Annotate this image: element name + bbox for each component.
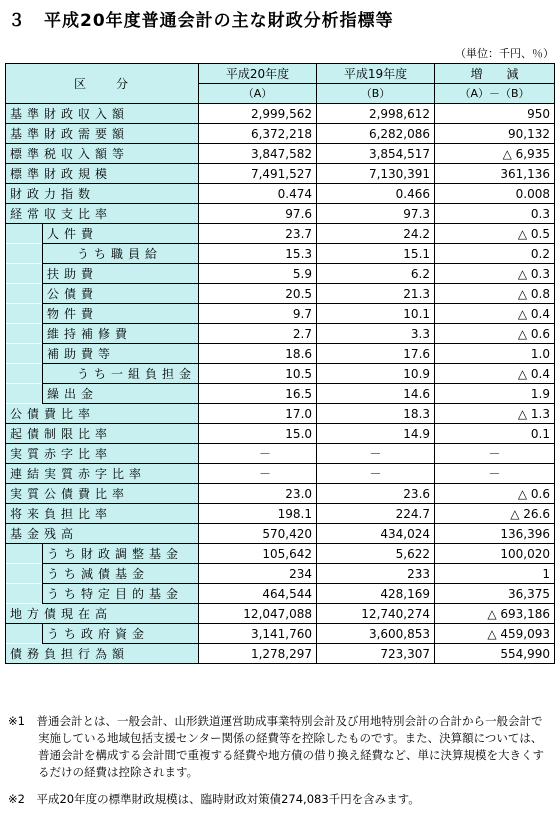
value-fy19: 434,024: [317, 524, 435, 544]
value-fy20: 198.1: [199, 504, 317, 524]
value-fy19: 97.3: [317, 204, 435, 224]
value-fy20: 10.5: [199, 364, 317, 384]
row-sub-label: 人件費: [43, 224, 199, 244]
value-fy19: 21.3: [317, 284, 435, 304]
row-sub-label: うち特定目的基金: [43, 584, 199, 604]
value-fy20: 3,141,760: [199, 624, 317, 644]
value-fy19: 14.6: [317, 384, 435, 404]
table-row: [6, 644, 555, 664]
value-diff: 36,375: [435, 584, 555, 604]
value-diff: △ 26.6: [435, 504, 555, 524]
group-indent-cell: [6, 564, 43, 584]
value-diff: 0.2: [435, 244, 555, 264]
value-fy20: 234: [199, 564, 317, 584]
group-indent-cell: [6, 264, 43, 284]
value-diff: △ 6,935: [435, 144, 555, 164]
value-fy19: －: [317, 444, 435, 464]
value-fy20: 6,372,218: [199, 124, 317, 144]
value-fy19: 18.3: [317, 404, 435, 424]
group-indent-cell: [6, 544, 43, 564]
table-row: [6, 424, 555, 444]
value-diff: △ 459,093: [435, 624, 555, 644]
table-row: [6, 464, 555, 484]
row-label: 実質公債費比率: [6, 484, 199, 504]
value-diff: △ 0.6: [435, 324, 555, 344]
table-row: [6, 604, 555, 624]
value-fy19: 0.466: [317, 184, 435, 204]
value-fy20: 5.9: [199, 264, 317, 284]
value-fy19: 6.2: [317, 264, 435, 284]
footnotes: [8, 713, 553, 808]
table-row: [6, 544, 555, 564]
value-fy20: 20.5: [199, 284, 317, 304]
value-fy19: 723,307: [317, 644, 435, 664]
row-label: 基準財政収入額: [6, 104, 199, 124]
value-diff: △ 0.6: [435, 484, 555, 504]
value-fy19: 2,998,612: [317, 104, 435, 124]
group-indent-cell: [6, 624, 43, 644]
value-fy20: 105,642: [199, 544, 317, 564]
value-fy19: 3,854,517: [317, 144, 435, 164]
value-fy19: 17.6: [317, 344, 435, 364]
table-row: [6, 124, 555, 144]
value-fy19: 14.9: [317, 424, 435, 444]
value-fy20: 18.6: [199, 344, 317, 364]
value-fy19: 233: [317, 564, 435, 584]
value-fy19: 24.2: [317, 224, 435, 244]
value-fy20: 7,491,527: [199, 164, 317, 184]
table-row: [6, 484, 555, 504]
row-sub-label: 物件費: [43, 304, 199, 324]
group-indent-cell: [6, 364, 43, 384]
header-fy19: 平成19年度: [317, 64, 435, 84]
group-indent-cell: [6, 384, 43, 404]
header-fy19-sub: （B）: [317, 84, 435, 104]
footnote-2: ※2 平成20年度の標準財政規模は、臨時財政対策債274,083千円を含みます。: [8, 792, 420, 806]
value-fy19: 3,600,853: [317, 624, 435, 644]
table-row: [6, 364, 555, 384]
table-row: [6, 264, 555, 284]
value-diff: 0.008: [435, 184, 555, 204]
value-fy19: 7,130,391: [317, 164, 435, 184]
header-category: 区 分: [6, 64, 199, 104]
table-row: [6, 524, 555, 544]
table-row: [6, 584, 555, 604]
group-indent-cell: [6, 584, 43, 604]
value-fy20: 1,278,297: [199, 644, 317, 664]
value-diff: △ 0.4: [435, 364, 555, 384]
value-diff: 0.3: [435, 204, 555, 224]
row-label: 連結実質赤字比率: [6, 464, 199, 484]
value-diff: 361,136: [435, 164, 555, 184]
value-diff: －: [435, 464, 555, 484]
value-fy20: 12,047,088: [199, 604, 317, 624]
row-label: 財政力指数: [6, 184, 199, 204]
table-row: [6, 184, 555, 204]
row-sub-label: うち減債基金: [43, 564, 199, 584]
value-fy20: 3,847,582: [199, 144, 317, 164]
value-diff: 950: [435, 104, 555, 124]
value-diff: 100,020: [435, 544, 555, 564]
value-fy20: 0.474: [199, 184, 317, 204]
row-label: 将来負担比率: [6, 504, 199, 524]
footnote-1: ※1 普通会計とは、一般会計、山形鉄道運営助成事業特別会計及び用地特別会計の合計から一般会計で実施している地域包括支援センター関係の経費等を控除したものです。また、決算額については、普通会計を構成する会計間で重複する経費や地方債の借り換え経費など、単に決算規模を大きくするだけの経費は控除されます。: [8, 714, 544, 779]
row-sub-label: 補助費等: [43, 344, 199, 364]
header-diff-sub: （A）－（B）: [435, 84, 555, 104]
header-fy20-sub: （A）: [199, 84, 317, 104]
row-sub-label: うち一組負担金: [43, 364, 199, 384]
group-indent-cell: [6, 344, 43, 364]
table-row: [6, 624, 555, 644]
value-fy20: 15.0: [199, 424, 317, 444]
value-fy20: 23.0: [199, 484, 317, 504]
row-sub-label: 繰出金: [43, 384, 199, 404]
group-indent-cell: [6, 324, 43, 344]
row-label: 経常収支比率: [6, 204, 199, 224]
value-diff: △ 1.3: [435, 404, 555, 424]
value-fy19: 12,740,274: [317, 604, 435, 624]
header-fy20: 平成20年度: [199, 64, 317, 84]
value-fy19: 428,169: [317, 584, 435, 604]
value-diff: 136,396: [435, 524, 555, 544]
value-diff: 1.0: [435, 344, 555, 364]
table-header-row-1: [6, 64, 555, 84]
value-fy20: 464,544: [199, 584, 317, 604]
value-fy19: 224.7: [317, 504, 435, 524]
value-diff: 1: [435, 564, 555, 584]
header-diff: 増 減: [435, 64, 555, 84]
group-indent-cell: [6, 244, 43, 264]
value-diff: △ 693,186: [435, 604, 555, 624]
value-diff: 554,990: [435, 644, 555, 664]
value-diff: －: [435, 444, 555, 464]
table-row: [6, 404, 555, 424]
row-label: 債務負担行為額: [6, 644, 199, 664]
table-row: [6, 324, 555, 344]
row-label: 標準税収入額等: [6, 144, 199, 164]
group-indent-cell: [6, 224, 43, 244]
value-fy19: 3.3: [317, 324, 435, 344]
value-diff: 1.9: [435, 384, 555, 404]
value-fy19: 15.1: [317, 244, 435, 264]
value-diff: 90,132: [435, 124, 555, 144]
value-fy20: －: [199, 444, 317, 464]
table-row: [6, 164, 555, 184]
value-fy20: 97.6: [199, 204, 317, 224]
row-label: 地方債現在高: [6, 604, 199, 624]
value-fy20: 17.0: [199, 404, 317, 424]
table-row: [6, 144, 555, 164]
row-sub-label: うち職員給: [43, 244, 199, 264]
value-fy20: 570,420: [199, 524, 317, 544]
value-fy20: 2,999,562: [199, 104, 317, 124]
value-fy19: 10.1: [317, 304, 435, 324]
table-row: [6, 504, 555, 524]
value-diff: △ 0.3: [435, 264, 555, 284]
group-indent-cell: [6, 304, 43, 324]
table-row: [6, 204, 555, 224]
table-row: [6, 304, 555, 324]
value-fy20: 16.5: [199, 384, 317, 404]
table-row: [6, 244, 555, 264]
table-row: [6, 564, 555, 584]
value-fy20: 2.7: [199, 324, 317, 344]
table-row: [6, 384, 555, 404]
value-fy19: 10.9: [317, 364, 435, 384]
value-fy19: －: [317, 464, 435, 484]
row-sub-label: うち政府資金: [43, 624, 199, 644]
value-fy20: 15.3: [199, 244, 317, 264]
table-row: [6, 444, 555, 464]
row-label: 起債制限比率: [6, 424, 199, 444]
value-diff: △ 0.5: [435, 224, 555, 244]
value-diff: 0.1: [435, 424, 555, 444]
row-label: 標準財政規模: [6, 164, 199, 184]
row-sub-label: 公債費: [43, 284, 199, 304]
financial-indicators-table: [5, 63, 555, 664]
value-diff: △ 0.8: [435, 284, 555, 304]
value-fy20: 23.7: [199, 224, 317, 244]
value-fy19: 6,282,086: [317, 124, 435, 144]
row-label: 公債費比率: [6, 404, 199, 424]
group-indent-cell: [6, 284, 43, 304]
value-fy20: －: [199, 464, 317, 484]
value-fy19: 23.6: [317, 484, 435, 504]
value-fy19: 5,622: [317, 544, 435, 564]
row-sub-label: うち財政調整基金: [43, 544, 199, 564]
unit-note: （単位：千円、％）: [455, 47, 554, 60]
row-label: 基準財政需要額: [6, 124, 199, 144]
table-row: [6, 344, 555, 364]
row-sub-label: 維持補修費: [43, 324, 199, 344]
row-sub-label: 扶助費: [43, 264, 199, 284]
value-diff: △ 0.4: [435, 304, 555, 324]
table-row: [6, 104, 555, 124]
row-label: 実質赤字比率: [6, 444, 199, 464]
page-title: ３ 平成20年度普通会計の主な財政分析指標等: [8, 11, 394, 31]
row-label: 基金残高: [6, 524, 199, 544]
value-fy20: 9.7: [199, 304, 317, 324]
table-row: [6, 224, 555, 244]
table-row: [6, 284, 555, 304]
